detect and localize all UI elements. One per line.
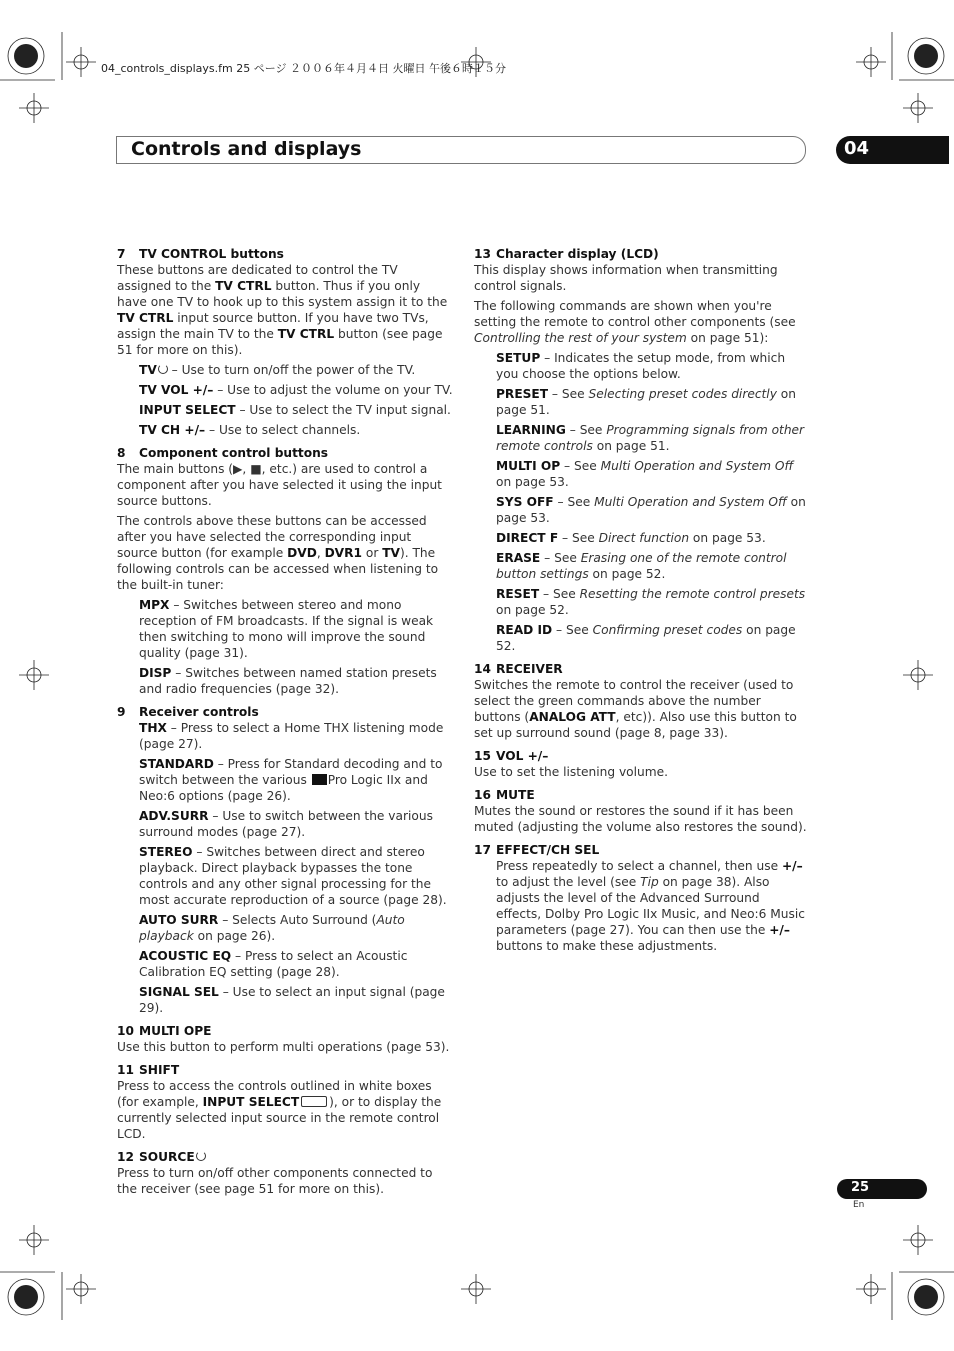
chapter-tab — [836, 136, 949, 164]
section-9 — [117, 704, 453, 1016]
list-item: READ ID – See Confirming preset codes on page 52. — [496, 623, 796, 653]
paragraph: Press to access the controls outlined in white boxes (for example, INPUT SELECT ), or to display the currently selected input source in the remote control LCD. — [117, 1079, 442, 1141]
list-item: ERASE – See Erasing one of the remote control button settings on page 52. — [496, 551, 787, 581]
remote-button-icon — [301, 1096, 327, 1107]
section-17 — [474, 842, 808, 954]
paragraph: The following commands are shown when you're setting the remote to control other components (see Controlling the rest of your system on page 51): — [474, 299, 796, 345]
list-item: ADV.SURR – Use to switch between the various surround modes (page 27). — [139, 809, 433, 839]
chapter-number: 04 — [844, 138, 870, 159]
paragraph: Mutes the sound or restores the sound if it has been muted (adjusting the volume also restores the sound). — [474, 804, 807, 834]
list-item: MPX – Switches between stereo and mono reception of FM broadcasts. If the signal is weak then switching to mono will improve the sound quality (page 31). — [139, 598, 434, 660]
section-8 — [117, 445, 453, 697]
list-item: DISP – Switches between named station presets and radio frequencies (page 32). — [139, 666, 437, 696]
section-title: 8 Component control buttons — [117, 446, 329, 460]
language-label: En — [853, 1200, 865, 1210]
paragraph: The main buttons (▶, ■, etc.) are used to control a component after you have selected it using the input source buttons. — [117, 462, 442, 508]
paragraph: Use this button to perform multi operations (page 53). — [117, 1040, 450, 1054]
paragraph: These buttons are dedicated to control the TV assigned to the TV CTRL button. Thus if you only have one TV to hook up to this system assign it to the TV CTRL input source button. If you have two TVs, assign the main TV to the TV CTRL button (see page 51 for more on this). — [117, 263, 448, 357]
list-item: TV VOL +/– – Use to adjust the volume on your TV. — [139, 383, 453, 397]
list-item: ACOUSTIC EQ – Press to select an Acoustic Calibration EQ setting (page 28). — [139, 949, 408, 979]
right-column — [474, 246, 808, 961]
section-title: 10 MULTI OPE — [117, 1024, 212, 1038]
section-title: 17 EFFECT/CH SEL — [474, 843, 600, 857]
section-14 — [474, 661, 808, 741]
section-16 — [474, 787, 808, 835]
list-item: LEARNING – See Programming signals from other remote controls on page 51. — [496, 423, 805, 453]
section-11 — [117, 1062, 453, 1142]
paragraph: The controls above these buttons can be accessed after you have selected the corresponding input source button (for example DVD, DVR1 or TV). The following controls can be accessed when listening to the built-in tuner: — [117, 514, 439, 592]
section-title: 16 MUTE — [474, 788, 535, 802]
page-number: 25 — [851, 1180, 870, 1195]
list-item: THX – Press to select a Home THX listening mode (page 27). — [139, 721, 444, 751]
section-title: 13 Character display (LCD) — [474, 247, 659, 261]
page-number-badge — [837, 1179, 927, 1199]
section-header — [116, 136, 806, 164]
section-12 — [117, 1149, 453, 1197]
list-item: TV CH +/– – Use to select channels. — [139, 423, 361, 437]
section-7 — [117, 246, 453, 438]
section-title: 11 SHIFT — [117, 1063, 180, 1077]
section-title: 12 SOURCE — [117, 1149, 453, 1165]
section-title: 7 TV CONTROL buttons — [117, 247, 284, 261]
list-item: SYS OFF – See Multi Operation and System Off on page 53. — [496, 495, 806, 525]
dolby-logo-icon — [312, 774, 327, 785]
list-item: SETUP – Indicates the setup mode, from which you choose the options below. — [496, 351, 786, 381]
list-item: STEREO – Switches between direct and stereo playback. Direct playback bypasses the tone controls and any other signal processing for the most accurate reproduction of a source (page 28). — [139, 845, 447, 907]
list-item: Press repeatedly to select a channel, then use +/– to adjust the level (see Tip on page 38). Also adjusts the level of the Advanced Surround effects, Dolby Pro Logic IIx Music, and Neo:6 Music parameters (page 27). You can then use the +/– buttons to make these adjustments. — [496, 859, 805, 953]
list-item: DIRECT F – See Direct function on page 53. — [496, 531, 766, 545]
list-item: SIGNAL SEL – Use to select an input signal (page 29). — [139, 985, 445, 1015]
list-item: STANDARD – Press for Standard decoding and to switch between the various Pro Logic IIx and Neo:6 options (page 26). — [139, 757, 443, 803]
section-title: 9 Receiver controls — [117, 705, 259, 719]
list-item: PRESET – See Selecting preset codes directly on page 51. — [496, 387, 796, 417]
power-icon — [196, 1151, 206, 1161]
section-10 — [117, 1023, 453, 1055]
paragraph: This display shows information when transmitting control signals. — [474, 263, 778, 293]
paragraph: Press to turn on/off other components connected to the receiver (see page 51 for more on this). — [117, 1166, 433, 1196]
paragraph: Use to set the listening volume. — [474, 765, 668, 779]
paragraph: Switches the remote to control the receiver (used to select the green commands above the number buttons (ANALOG ATT, etc)). Also use this button to set up surround sound (page 8, page 33). — [474, 678, 797, 740]
list-item: TV – Use to turn on/off the power of the TV. — [139, 363, 416, 377]
section-15 — [474, 748, 808, 780]
list-item: AUTO SURR – Selects Auto Surround (Auto playback on page 26). — [139, 913, 405, 943]
list-item: INPUT SELECT – Use to select the TV input signal. — [139, 403, 451, 417]
section-13 — [474, 246, 808, 654]
page-title: Controls and displays — [131, 138, 362, 160]
list-item: RESET – See Resetting the remote control presets on page 52. — [496, 587, 806, 617]
power-icon — [158, 364, 168, 374]
left-column — [117, 246, 453, 1204]
list-item: MULTI OP – See Multi Operation and System Off on page 53. — [496, 459, 794, 489]
section-title: 15 VOL +/– — [474, 749, 549, 763]
file-info: 04_controls_displays.fm 25 ページ ２００６年４月４日 火曜日 午後６時１５分 — [101, 62, 506, 75]
section-title: 14 RECEIVER — [474, 662, 563, 676]
